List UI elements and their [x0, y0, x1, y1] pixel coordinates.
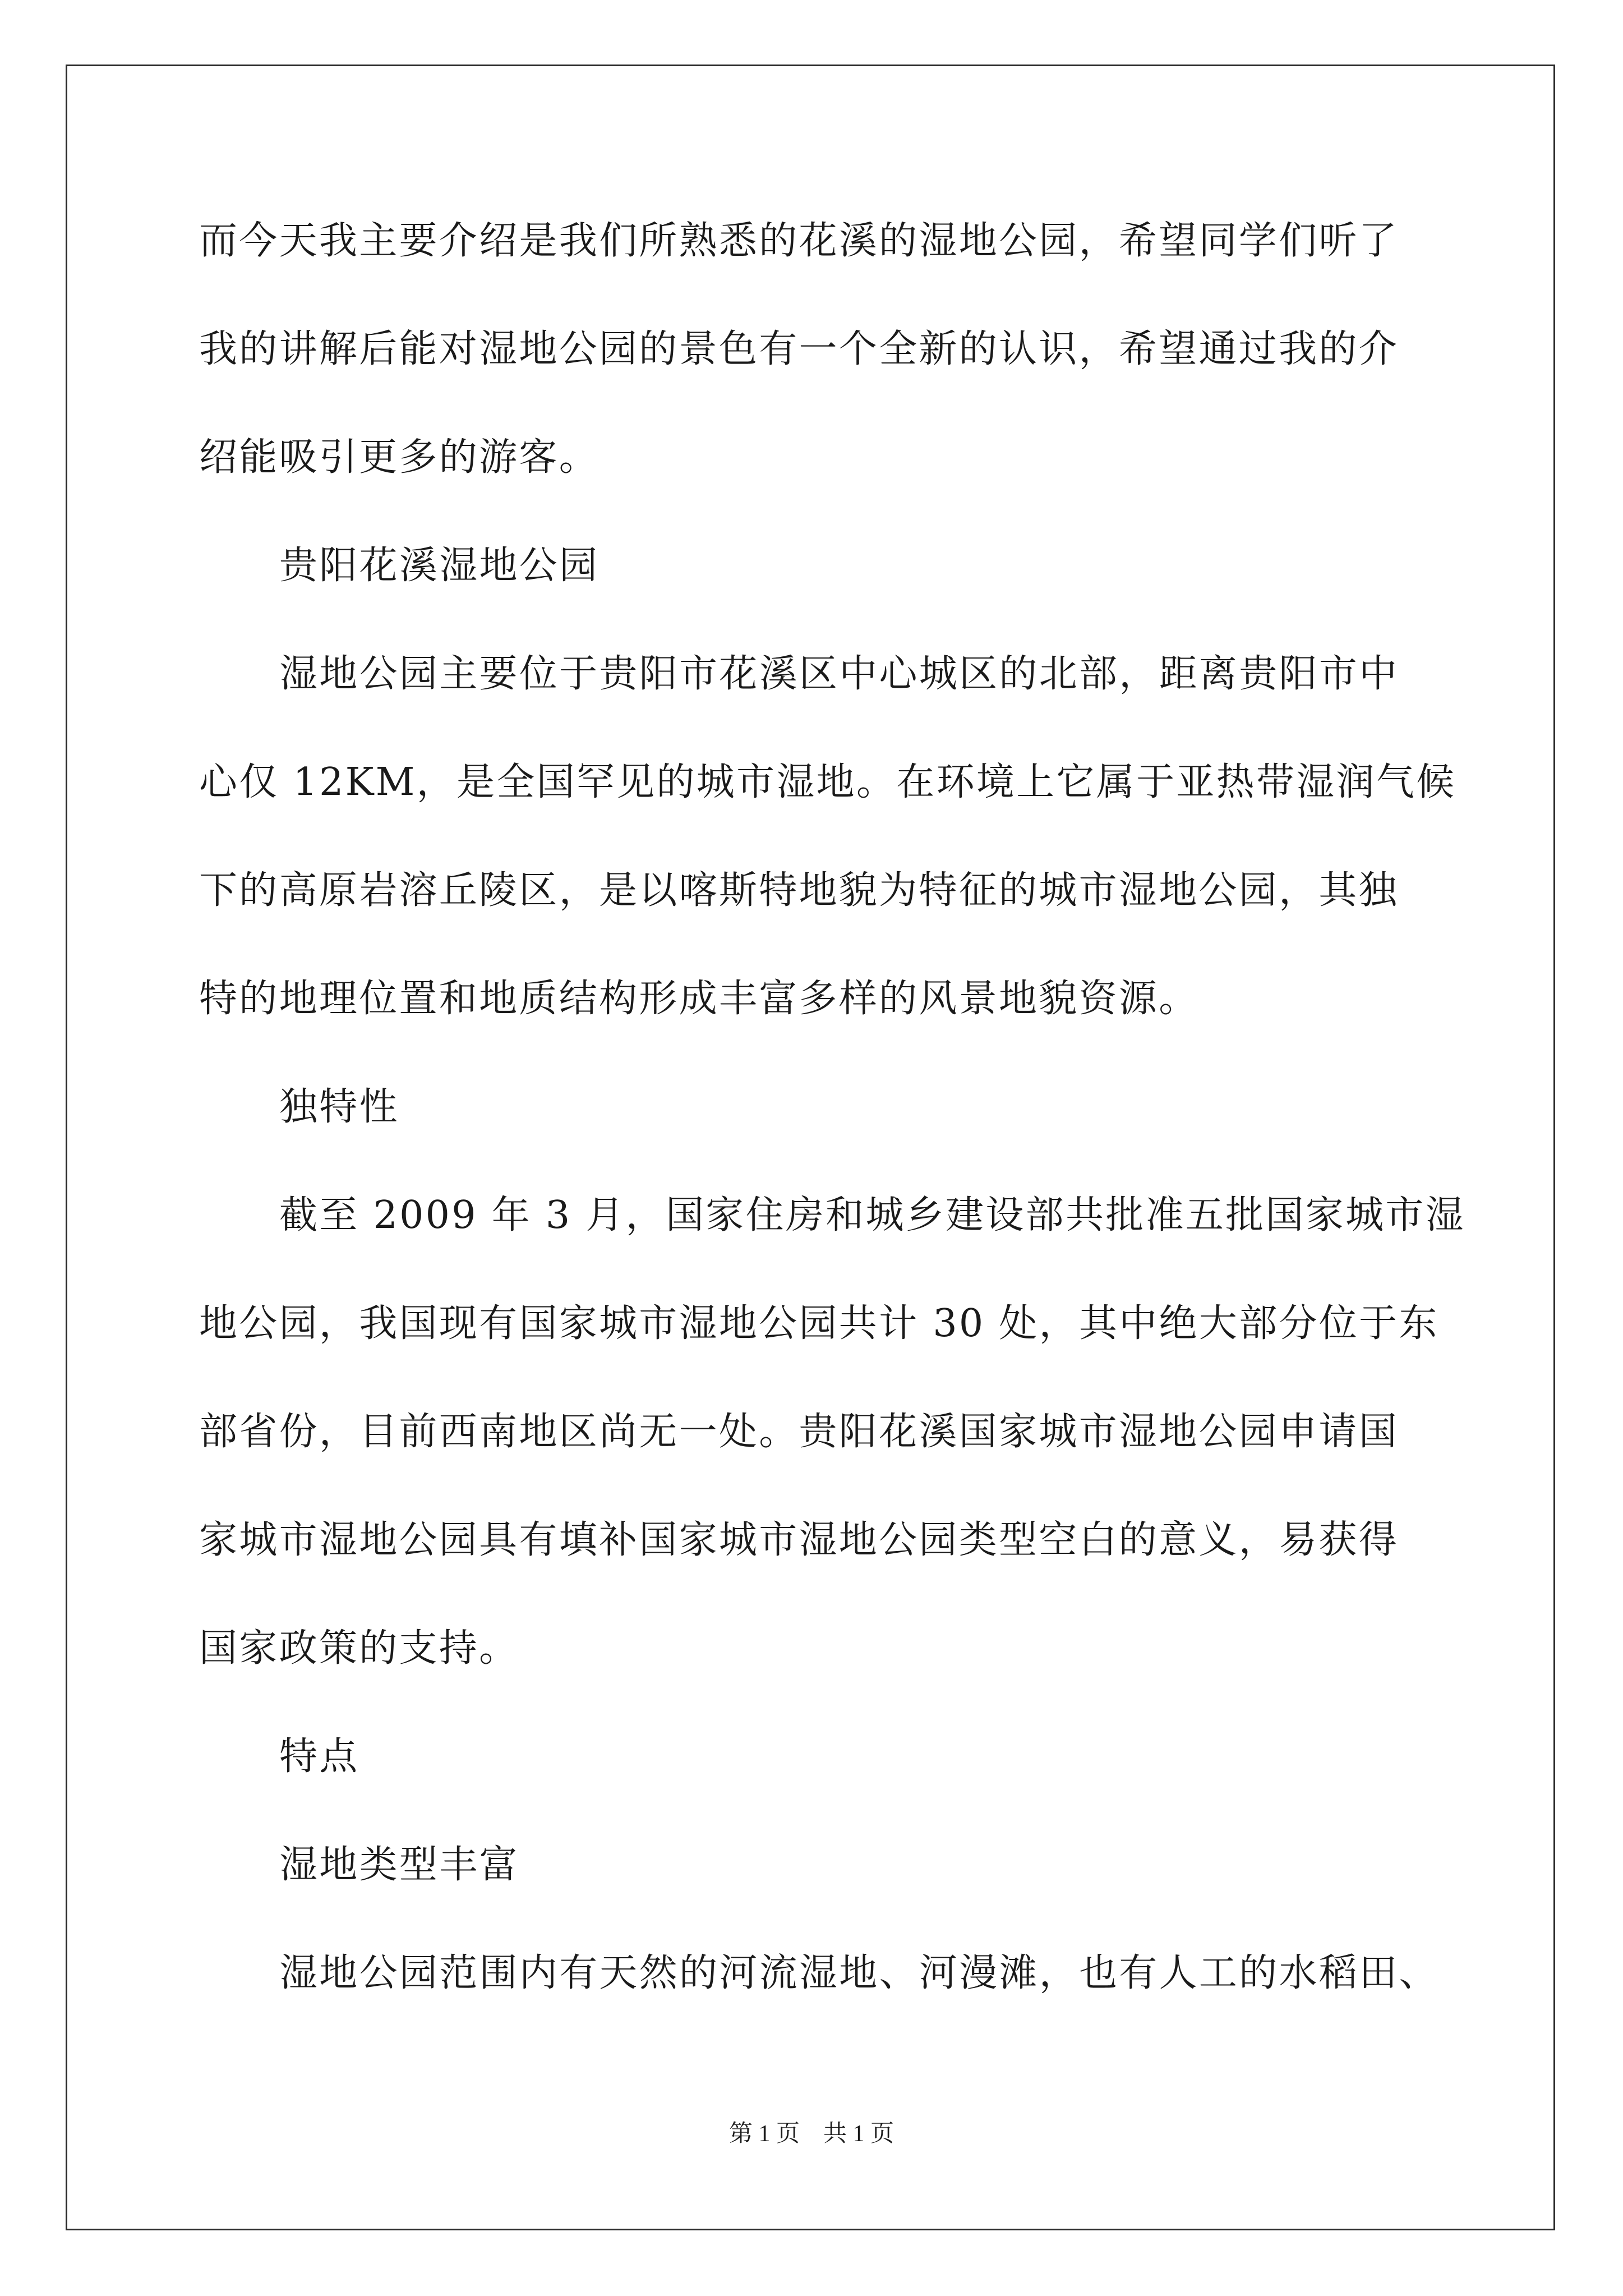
text-line: 我的讲解后能对湿地公园的景色有一个全新的认识，希望通过我的介	[199, 327, 1399, 371]
text-line: 截至 2009 年 3 月，国家住房和城乡建设部共批准五批国家城市湿	[279, 1193, 1465, 1237]
section-heading: 独特性	[279, 1085, 399, 1129]
page-number-footer: 第 1 页 共 1 页	[728, 2121, 894, 2147]
text-line: 部省份，目前西南地区尚无一处。贵阳花溪国家城市湿地公园申请国	[199, 1410, 1399, 1454]
text-line: 绍能吸引更多的游客。	[199, 435, 600, 480]
text-line: 特的地理位置和地质结构形成丰富多样的风景地貌资源。	[199, 977, 1199, 1021]
text-line: 国家政策的支持。	[199, 1626, 519, 1671]
section-heading: 特点	[279, 1734, 359, 1779]
text-line: 心仅 12KM，是全国罕见的城市湿地。在环境上它属于亚热带湿润气候	[199, 760, 1456, 804]
text-line: 湿地公园范围内有天然的河流湿地、河漫滩，也有人工的水稻田、	[279, 1951, 1439, 1995]
text-line: 湿地公园主要位于贵阳市花溪区中心城区的北部，距离贵阳市中	[279, 652, 1399, 696]
text-line: 下的高原岩溶丘陵区，是以喀斯特地貌为特征的城市湿地公园，其独	[199, 868, 1399, 913]
page-border	[66, 65, 1555, 2230]
text-line: 地公园，我国现有国家城市湿地公园共计 30 处，其中绝大部分位于东	[199, 1301, 1439, 1346]
text-line: 而今天我主要介绍是我们所熟悉的花溪的湿地公园，希望同学们听了	[199, 219, 1399, 263]
section-heading: 贵阳花溪湿地公园	[279, 544, 600, 588]
section-heading: 湿地类型丰富	[279, 1843, 519, 1887]
text-line: 家城市湿地公园具有填补国家城市湿地公园类型空白的意义，易获得	[199, 1518, 1399, 1562]
